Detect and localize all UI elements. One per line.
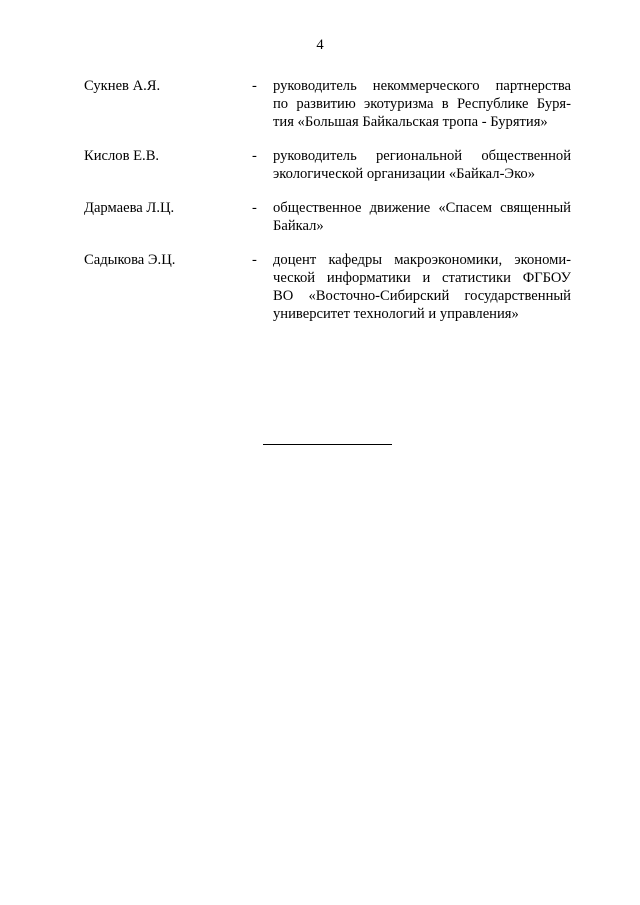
member-role <box>273 147 571 183</box>
member-role <box>273 251 571 323</box>
separator-dash: - <box>252 78 257 94</box>
role-line: ВО «Восточно-Сибирский государственный <box>273 288 571 304</box>
member-role <box>273 77 571 131</box>
page-number: 4 <box>316 37 324 53</box>
role-line: руководитель региональной общественной <box>273 148 571 164</box>
role-line: доцент кафедры макроэкономики, экономи- <box>273 252 571 268</box>
separator-dash: - <box>252 148 257 164</box>
member-name: Кислов Е.В. <box>84 148 160 164</box>
role-line: экологической организации «Байкал-Эко» <box>273 166 536 182</box>
role-line: тия «Большая Байкальская тропа - Бурятия» <box>273 114 548 130</box>
member-name: Садыкова Э.Ц. <box>84 252 176 268</box>
separator-dash: - <box>252 200 257 216</box>
member-name: Дармаева Л.Ц. <box>84 200 175 216</box>
role-line: по развитию экотуризма в Республике Буря- <box>273 96 571 112</box>
role-line: Байкал» <box>273 218 324 234</box>
role-line: университет технологий и управления» <box>273 306 519 322</box>
member-role <box>273 199 571 235</box>
role-line: руководитель некоммерческого партнерства <box>273 78 571 94</box>
role-line: ческой информатики и статистики ФГБОУ <box>273 270 571 286</box>
closing-divider-line <box>263 444 392 445</box>
member-name: Сукнев А.Я. <box>84 78 161 94</box>
role-line: общественное движение «Спасем священный <box>273 200 571 216</box>
separator-dash: - <box>252 252 257 268</box>
